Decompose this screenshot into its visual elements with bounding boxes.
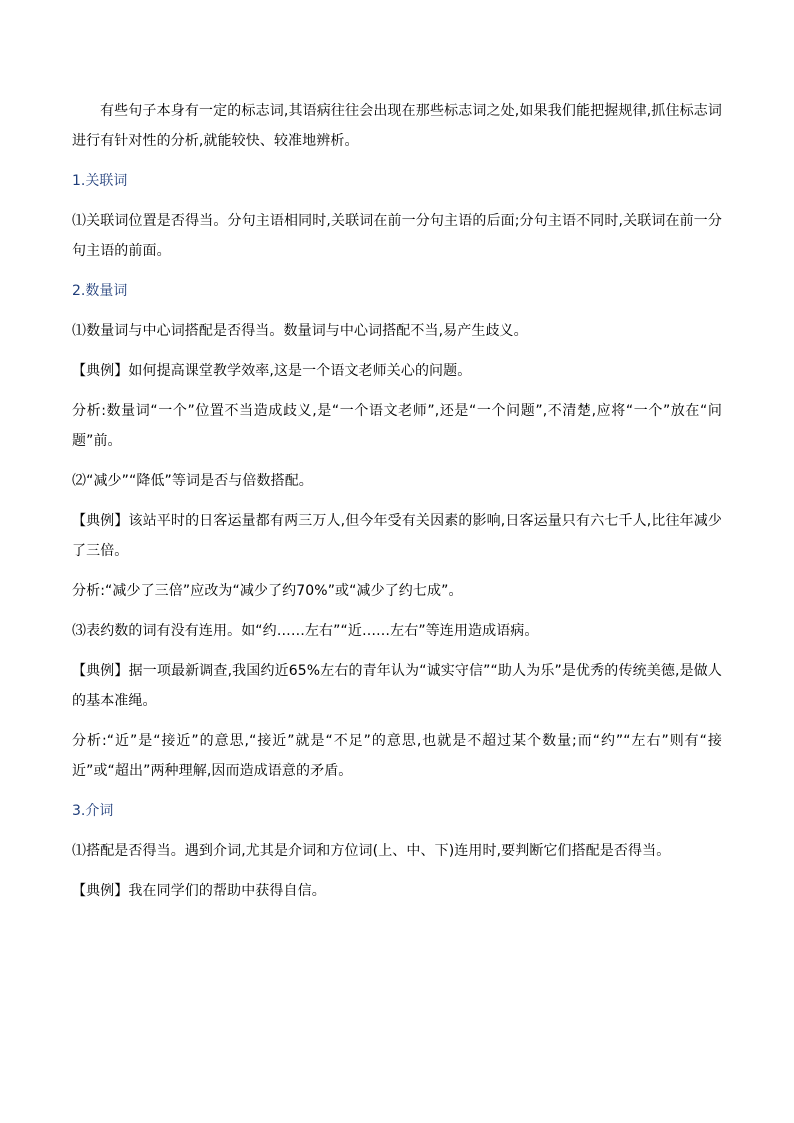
section2-item2: ⑵“减少”“降低”等词是否与倍数搭配。 bbox=[72, 473, 313, 489]
section2-analysis2: 分析:“减少了三倍”应改为“减少了约70%”或“减少了约七成”。 bbox=[72, 583, 463, 599]
section2-example3: 【典例】据一项最新调查,我国约近65%左右的青年认为“诚实守信”“助人为乐”是优秀的传统美德,是做人的基本准绳。 bbox=[72, 663, 722, 709]
document-body bbox=[72, 96, 722, 906]
section2-analysis1: 分析:数量词“一个”位置不当造成歧义,是“一个语文老师”,还是“一个问题”,不清楚,应将“一个”放在“问题”前。 bbox=[72, 403, 722, 449]
intro-paragraph: 有些句子本身有一定的标志词,其语病往往会出现在那些标志词之处,如果我们能把握规律,抓住标志词进行有针对性的分析,就能较快、较准地辨析。 bbox=[72, 103, 722, 149]
section-heading-prepositions: 3.介词 bbox=[72, 803, 114, 819]
section-heading-conjunctions: 1.关联词 bbox=[72, 173, 128, 189]
section2-example2: 【典例】该站平时的日客运量都有两三万人,但今年受有关因素的影响,日客运量只有六七千人,比往年减少了三倍。 bbox=[72, 513, 722, 559]
section3-item1: ⑴搭配是否得当。遇到介词,尤其是介词和方位词(上、中、下)连用时,要判断它们搭配是否得当。 bbox=[72, 843, 671, 859]
section2-example1: 【典例】如何提高课堂教学效率,这是一个语文老师关心的问题。 bbox=[72, 363, 472, 379]
section1-item1: ⑴关联词位置是否得当。分句主语相同时,关联词在前一分句主语的后面;分句主语不同时,关联词在前一分句主语的前面。 bbox=[72, 213, 722, 259]
section3-example1: 【典例】我在同学们的帮助中获得自信。 bbox=[72, 883, 326, 899]
section-heading-quantifiers: 2.数量词 bbox=[72, 283, 128, 299]
section2-item3: ⑶表约数的词有没有连用。如“约……左右”“近……左右”等连用造成语病。 bbox=[72, 623, 539, 639]
section2-analysis3: 分析:“近”是“接近”的意思,“接近”就是“不足”的意思,也就是不超过某个数量;而“约”“左右”则有“接近”或“超出”两种理解,因而造成语意的矛盾。 bbox=[72, 733, 722, 779]
section2-item1: ⑴数量词与中心词搭配是否得当。数量词与中心词搭配不当,易产生歧义。 bbox=[72, 323, 528, 339]
